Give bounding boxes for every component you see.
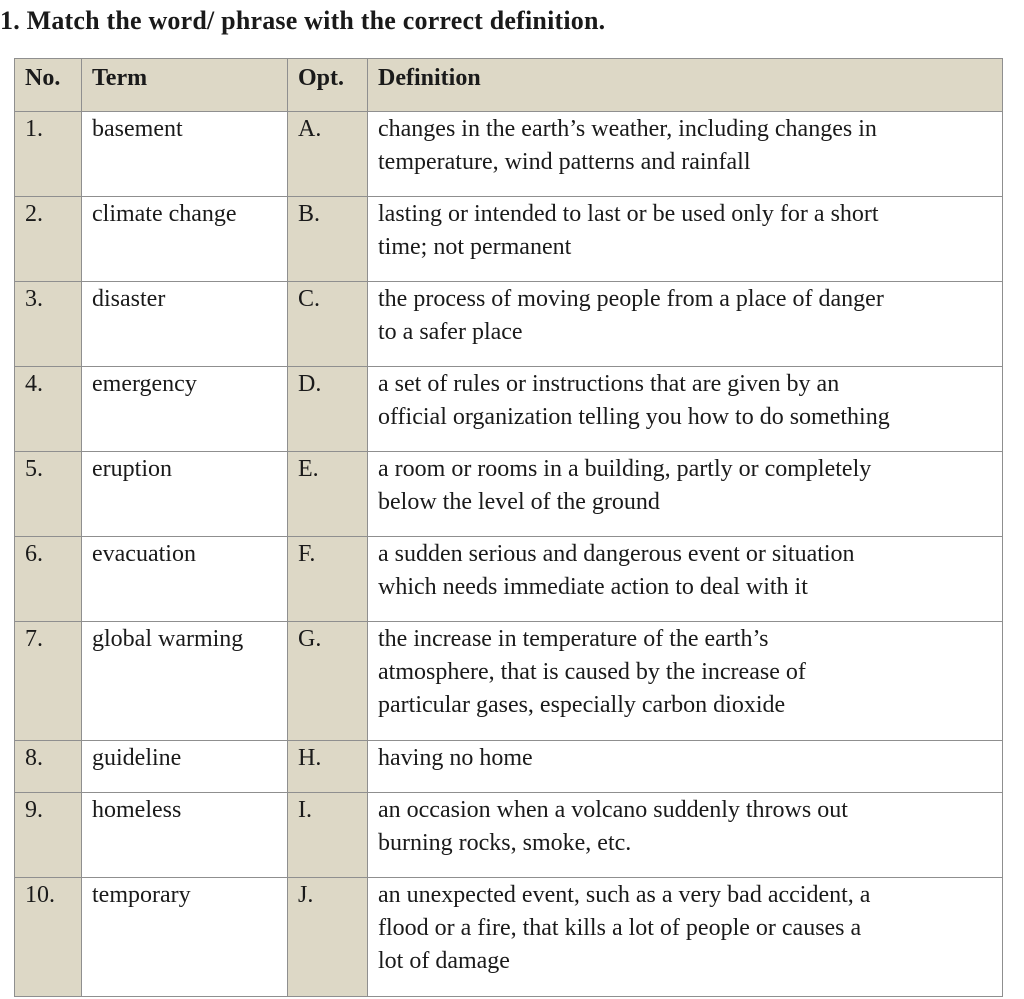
header-definition: Definition xyxy=(368,59,1003,112)
table-row xyxy=(15,622,1003,741)
definition-cell xyxy=(368,197,1003,282)
definition-cell xyxy=(368,741,1003,793)
vocabulary-matching-table xyxy=(14,58,1003,997)
row-number: 9. xyxy=(15,793,82,878)
definition-line: an occasion when a volcano suddenly throws out xyxy=(378,797,848,823)
term-cell: emergency xyxy=(82,367,288,452)
option-letter: I. xyxy=(288,793,368,878)
definition-line: below the level of the ground xyxy=(378,489,660,515)
header-opt: Opt. xyxy=(288,59,368,112)
definition-line: temperature, wind patterns and rainfall xyxy=(378,149,751,175)
option-letter: A. xyxy=(288,112,368,197)
definition-cell xyxy=(368,367,1003,452)
row-number: 1. xyxy=(15,112,82,197)
definition-cell xyxy=(368,282,1003,367)
definition-line: a sudden serious and dangerous event or situation xyxy=(378,541,855,567)
definition-line: the increase in temperature of the earth’s xyxy=(378,626,769,652)
definition-line: having no home xyxy=(378,745,533,771)
row-number: 3. xyxy=(15,282,82,367)
definition-line: a room or rooms in a building, partly or completely xyxy=(378,456,872,482)
definition-line: the process of moving people from a place of danger xyxy=(378,286,884,312)
option-letter: F. xyxy=(288,537,368,622)
option-letter: J. xyxy=(288,878,368,997)
table-row xyxy=(15,452,1003,537)
definition-line: burning rocks, smoke, etc. xyxy=(378,830,632,856)
definition-line: particular gases, especially carbon dioxide xyxy=(378,692,786,718)
definition-line: flood or a fire, that kills a lot of people or causes a xyxy=(378,915,862,941)
header-term: Term xyxy=(82,59,288,112)
option-letter: E. xyxy=(288,452,368,537)
definition-line: lot of damage xyxy=(378,948,510,974)
term-cell: temporary xyxy=(82,878,288,997)
header-no: No. xyxy=(15,59,82,112)
row-number: 10. xyxy=(15,878,82,997)
row-number: 2. xyxy=(15,197,82,282)
definition-line: to a safer place xyxy=(378,319,523,345)
table-row xyxy=(15,537,1003,622)
table-row xyxy=(15,793,1003,878)
definition-line: atmosphere, that is caused by the increase of xyxy=(378,659,806,685)
definition-cell xyxy=(368,622,1003,741)
term-cell: evacuation xyxy=(82,537,288,622)
row-number: 8. xyxy=(15,741,82,793)
definition-cell xyxy=(368,793,1003,878)
term-cell: homeless xyxy=(82,793,288,878)
table-row xyxy=(15,367,1003,452)
table-row xyxy=(15,282,1003,367)
definition-line: changes in the earth’s weather, including changes in xyxy=(378,116,877,142)
row-number: 7. xyxy=(15,622,82,741)
option-letter: B. xyxy=(288,197,368,282)
definition-cell xyxy=(368,878,1003,997)
row-number: 6. xyxy=(15,537,82,622)
definition-cell xyxy=(368,452,1003,537)
table-row xyxy=(15,878,1003,997)
term-cell: basement xyxy=(82,112,288,197)
term-cell: guideline xyxy=(82,741,288,793)
table-row xyxy=(15,741,1003,793)
term-cell: disaster xyxy=(82,282,288,367)
definition-line: a set of rules or instructions that are given by an xyxy=(378,371,840,397)
term-cell: climate change xyxy=(82,197,288,282)
option-letter: C. xyxy=(288,282,368,367)
table-header-row xyxy=(15,59,1003,112)
definition-cell xyxy=(368,112,1003,197)
option-letter: D. xyxy=(288,367,368,452)
row-number: 4. xyxy=(15,367,82,452)
definition-line: which needs immediate action to deal with it xyxy=(378,574,808,600)
option-letter: H. xyxy=(288,741,368,793)
exercise-title: 1. Match the word/ phrase with the correct definition. xyxy=(0,6,606,35)
table-row xyxy=(15,112,1003,197)
definition-line: official organization telling you how to do something xyxy=(378,404,890,430)
definition-line: time; not permanent xyxy=(378,234,572,260)
row-number: 5. xyxy=(15,452,82,537)
term-cell: global warming xyxy=(82,622,288,741)
option-letter: G. xyxy=(288,622,368,741)
definition-cell xyxy=(368,537,1003,622)
table-row xyxy=(15,197,1003,282)
term-cell: eruption xyxy=(82,452,288,537)
definition-line: lasting or intended to last or be used only for a short xyxy=(378,201,879,227)
definition-line: an unexpected event, such as a very bad accident, a xyxy=(378,882,871,908)
